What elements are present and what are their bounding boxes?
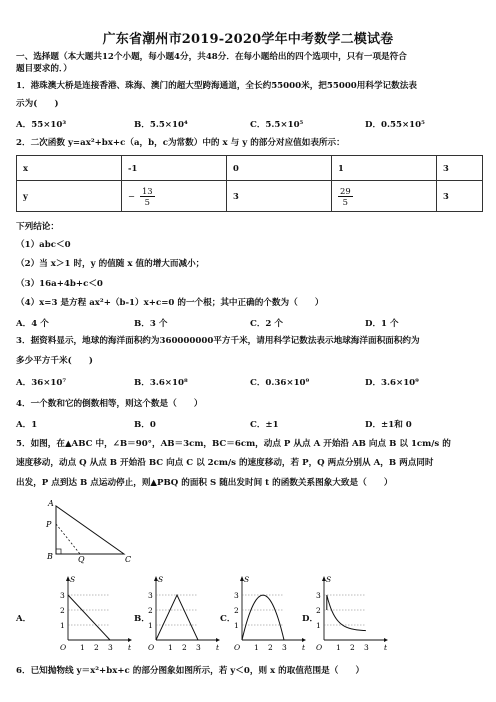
q4-option-a: A．1 bbox=[16, 420, 38, 430]
q1-option-a: A．55×10³ bbox=[16, 120, 67, 130]
graph-option-d bbox=[314, 574, 390, 654]
q3-option-d: D．3.6×10⁹ bbox=[365, 378, 419, 388]
table-cell: y bbox=[17, 181, 122, 212]
q2-conclusion-3: （3）16a+4b+c＜0 bbox=[16, 279, 103, 289]
fraction-denominator: 5 bbox=[144, 196, 150, 207]
t-axis-arrow bbox=[302, 638, 306, 642]
graph-option-c bbox=[232, 574, 308, 654]
q1-option-c: C．5.5×10⁵ bbox=[250, 120, 304, 130]
q2-option-d: D．1 个 bbox=[365, 319, 399, 329]
s-axis-label: S bbox=[70, 575, 76, 584]
label-p: P bbox=[46, 520, 52, 529]
tick-label-y: 1 bbox=[234, 621, 239, 630]
label-q: Q bbox=[78, 555, 85, 564]
tick-label-x: 2 bbox=[94, 643, 99, 652]
fraction-denominator: 5 bbox=[342, 196, 348, 207]
triangle-figure bbox=[36, 496, 136, 564]
q5-option-c: C． bbox=[220, 614, 236, 624]
table-row bbox=[17, 181, 483, 212]
q3-option-a: A．36×10⁷ bbox=[16, 378, 67, 388]
graph-curve bbox=[68, 595, 110, 640]
tick-label-y: 3 bbox=[234, 591, 239, 600]
q2-conclusion-1: （1）abc＜0 bbox=[16, 240, 71, 250]
q2-option-b: B．3 个 bbox=[134, 319, 168, 329]
t-axis-arrow bbox=[384, 638, 388, 642]
s-axis-label: S bbox=[158, 575, 164, 584]
section-heading-line-2: 题目要求的．） bbox=[16, 64, 72, 74]
t-axis-arrow bbox=[128, 638, 132, 642]
q3-stem-line-1: 3．据资料显示，地球的海洋面积约为360000000平方千米，请用科学记数法表示地球海洋面积面积约为 bbox=[16, 336, 420, 346]
s-axis-label: S bbox=[244, 575, 250, 584]
tick-label-y: 2 bbox=[148, 606, 153, 615]
q6-stem: 6．已知抛物线 y＝x²+bx+c 的部分图象如图所示，若 y＜0，则 x 的取值范围是（ ） bbox=[16, 666, 365, 676]
tick-label-x: 1 bbox=[168, 643, 173, 652]
tick-label-y: 1 bbox=[148, 621, 153, 630]
q1-option-d: D．0.55×10⁵ bbox=[365, 120, 425, 130]
tick-label-y: 1 bbox=[60, 621, 65, 630]
tick-label-x: 1 bbox=[254, 643, 259, 652]
q3-option-b: B．3.6×10⁸ bbox=[134, 378, 188, 388]
q2-option-a: A．4 个 bbox=[16, 319, 49, 329]
table-cell bbox=[332, 181, 437, 212]
graph-option-a bbox=[58, 574, 134, 654]
q5-stem-line-3: 出发，P 点到达 B 点运动停止，则▲PBQ 的面积 S 随出发时间 t 的函数关系图象大致是（ ） bbox=[16, 478, 393, 488]
tick-label-x: 3 bbox=[196, 643, 201, 652]
tick-label-y: 2 bbox=[234, 606, 239, 615]
tick-label-x: 2 bbox=[350, 643, 355, 652]
tick-label-x: 3 bbox=[282, 643, 287, 652]
label-b: B bbox=[47, 552, 53, 561]
tick-label-x: 1 bbox=[80, 643, 85, 652]
q5-stem-line-1: 5．如图，在▲ABC 中，∠B＝90°，AB＝3cm，BC＝6cm，动点 P 从点 A 开始沿 AB 向点 B 以 1cm/s 的 bbox=[16, 439, 451, 449]
graph-option-b bbox=[146, 574, 222, 654]
label-a: A bbox=[48, 499, 54, 508]
q1-option-b: B．5.5×10⁴ bbox=[134, 120, 188, 130]
segment-pq bbox=[56, 524, 80, 554]
tick-label-y: 3 bbox=[316, 591, 321, 600]
t-axis-label: t bbox=[302, 643, 306, 652]
q5-option-b: B． bbox=[134, 614, 150, 624]
table-cell bbox=[122, 181, 227, 212]
q3-stem-line-2: 多少平方千米( ) bbox=[16, 356, 93, 366]
q4-stem: 4．一个数和它的倒数相等，则这个数是（ ） bbox=[16, 399, 203, 409]
fraction-numerator: 13 bbox=[141, 185, 153, 196]
tick-label-x: 3 bbox=[364, 643, 369, 652]
origin-label: O bbox=[234, 643, 241, 652]
q1-stem-line-2: 示为( ) bbox=[16, 99, 59, 109]
q4-option-c: C．±1 bbox=[250, 420, 279, 430]
q2-conclusion-2: （2）当 x＞1 时，y 的值随 x 值的增大而减小； bbox=[16, 259, 205, 269]
table-cell: -1 bbox=[122, 156, 227, 181]
minus-sign: − bbox=[128, 190, 136, 201]
q2-conclusion-heading: 下列结论： bbox=[16, 222, 59, 232]
table-row bbox=[17, 156, 483, 181]
fraction bbox=[140, 186, 155, 207]
tick-label-y: 1 bbox=[316, 621, 321, 630]
tick-label-x: 2 bbox=[182, 643, 187, 652]
tick-label-y: 3 bbox=[148, 591, 153, 600]
s-axis-label: S bbox=[326, 575, 332, 584]
q2-value-table bbox=[16, 155, 483, 212]
section-heading-line-1: 一、选择题（本大题共12个小题，每小题4分，共48分．在每小题给出的四个选项中，只有一项是符合 bbox=[16, 52, 407, 62]
table-cell: 3 bbox=[227, 181, 332, 212]
t-axis-label: t bbox=[128, 643, 132, 652]
q2-conclusion-4: （4）x=3 是方程 ax²+（b-1）x+c=0 的一个根；其中正确的个数为（ ） bbox=[16, 298, 324, 308]
q3-option-c: C．0.36×10⁹ bbox=[250, 378, 310, 388]
q4-option-d: D．±1和 0 bbox=[365, 420, 412, 430]
q2-stem: 2．二次函数 y=ax²+bx+c（a，b，c为常数）中的 x 与 y 的部分对应值如表所示： bbox=[16, 138, 345, 148]
graph-curve bbox=[156, 595, 198, 640]
origin-label: O bbox=[148, 643, 155, 652]
right-angle-mark bbox=[56, 549, 61, 554]
q2-option-c: C．2 个 bbox=[250, 319, 283, 329]
origin-label: O bbox=[60, 643, 67, 652]
fraction bbox=[338, 186, 353, 207]
q5-option-a: A． bbox=[16, 614, 32, 624]
triangle-abc bbox=[56, 506, 124, 554]
tick-label-y: 3 bbox=[60, 591, 65, 600]
fraction-numerator: 29 bbox=[340, 185, 351, 196]
t-axis-arrow bbox=[216, 638, 220, 642]
tick-label-x: 1 bbox=[336, 643, 341, 652]
table-cell: 3 bbox=[437, 181, 483, 212]
label-c: C bbox=[125, 555, 132, 564]
tick-label-x: 2 bbox=[268, 643, 273, 652]
table-cell: 3 bbox=[437, 156, 483, 181]
table-cell: 0 bbox=[227, 156, 332, 181]
tick-label-y: 2 bbox=[316, 606, 321, 615]
graph-curve bbox=[242, 595, 284, 640]
q4-option-b: B．0 bbox=[134, 420, 156, 430]
origin-label: O bbox=[316, 643, 323, 652]
q1-stem-line-1: 1．港珠澳大桥是连接香港、珠海、澳门的超大型跨海通道，全长约55000米，把55000用科学记数法表 bbox=[16, 81, 417, 91]
page-title: 广东省潮州市2019-2020学年中考数学二模试卷 bbox=[102, 32, 394, 47]
q5-stem-line-2: 速度移动，动点 Q 从点 B 开始沿 BC 向点 C 以 2cm/s 的速度移动，若 P，Q 两点分别从 A，B 两点同时 bbox=[16, 458, 434, 468]
tick-label-x: 3 bbox=[108, 643, 113, 652]
q5-option-d: D． bbox=[302, 614, 319, 624]
t-axis-label: t bbox=[384, 643, 388, 652]
table-cell: 1 bbox=[332, 156, 437, 181]
t-axis-label: t bbox=[216, 643, 220, 652]
tick-label-y: 2 bbox=[60, 606, 65, 615]
table-cell: x bbox=[17, 156, 122, 181]
